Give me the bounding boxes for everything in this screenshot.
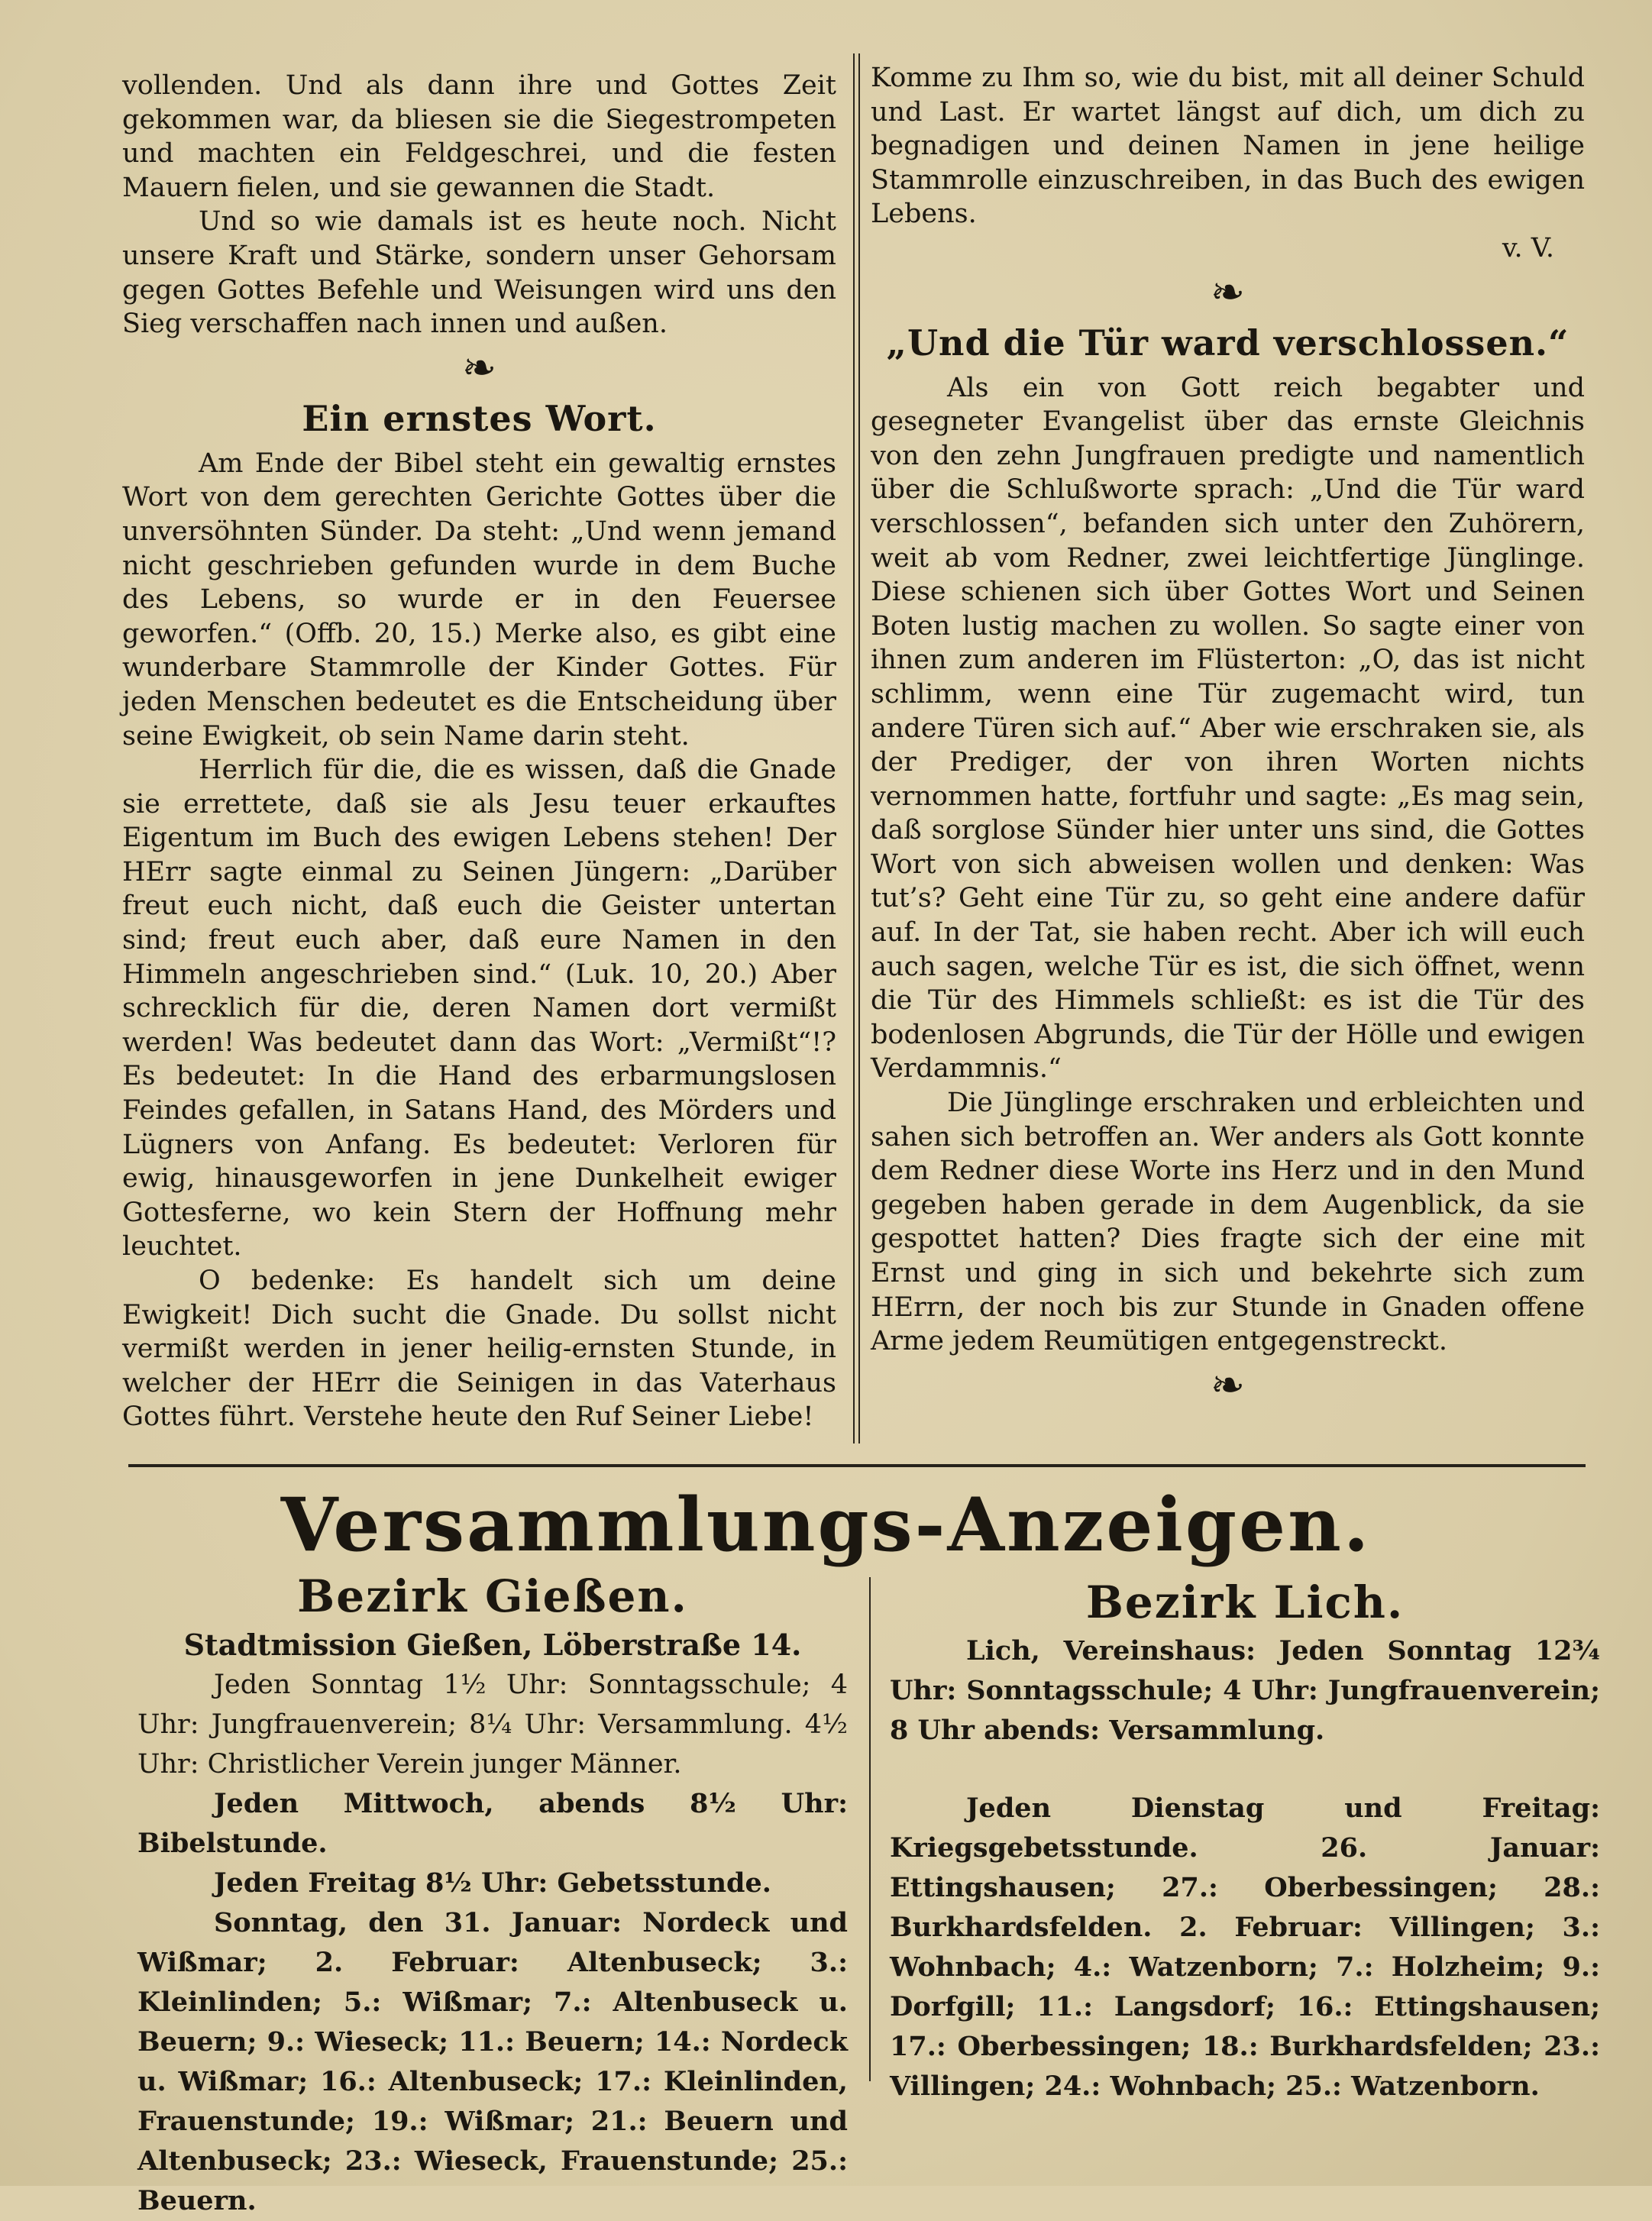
paragraph: Als ein von Gott reich begabter und gesegneter Evangelist über das ernste Gleichnis von den zehn Jungfrauen predigte und namentlich über die Schlußworte sprach: „Und die Tür ward verschlossen“, befanden sich unter den Zuhörern, weit ab vom Redner, zwei leichtfertige Jünglinge. Diese schienen sich über Gottes Wort und Seinen Boten lustig machen zu wollen. So sagte einer von ihnen zum anderen im Flüsterton: „O, das ist nicht schlimm, wenn eine Tür zugemacht wird, tun andere Türen sich auf.“ Aber wie erschraken sie, als der Prediger, der von ihren Worten nichts vernommen hatte, fortfuhr und sagte: „Es mag sein, daß sorglose Sünder hier unter uns sind, die Gottes Wort von sich abweisen wollen und denken: Was tut’s? Geht eine Tür zu, so geht eine andere dafür auf. In der Tat, sie haben recht. Aber ich will euch auch sagen, welche Tür es ist, die sich öffnet, wenn die Tür des Himmels schließt: es ist die Tür des bodenlosen Abgrunds, die Tür der Hölle und ewigen Verdammnis.“ (871, 372, 1585, 1085)
schedule-line: Lich, Vereinshaus: Jeden Sonntag 12¾ Uhr: Sonntagsschule; 4 Uhr: Jungfrauenverein; 8 Uhr abends: Versammlung. (890, 1635, 1600, 1746)
column-divider (853, 53, 860, 1443)
district-heading: Bezirk Gießen. (297, 1570, 688, 1622)
announcements-divider (869, 1577, 871, 2081)
paragraph: O bedenke: Es handelt sich um deine Ewigkeit! Dich sucht die Gnade. Du sollst nicht vermißt werden in jener heilig-ernsten Stunde, in welcher der HErr die Seinigen in das Vaterhaus Gottes führt. Verstehe heute den Ruf Seiner Liebe! (122, 1266, 836, 1433)
district-giessen (137, 1567, 848, 2221)
ornament-icon: ❧ (461, 343, 497, 392)
schedule-line: Jeden Freitag 8½ Uhr: Gebetsstunde. (214, 1867, 771, 1899)
schedule-line: Jeden Mittwoch, abends 8½ Uhr: Bibelstunde. (137, 1788, 848, 1859)
ornament-icon: ❧ (1210, 1360, 1246, 1409)
announcements-title: Versammlungs-Anzeigen. (280, 1482, 1372, 1568)
article-heading: Ein ernstes Wort. (302, 397, 657, 439)
left-column (122, 69, 836, 1434)
ornament-icon: ❧ (1210, 267, 1246, 316)
paragraph: Herrlich für die, die es wissen, daß die Gnade sie errettete, daß sie als Jesu teuer erkauftes Eigentum im Buch des ewigen Lebens stehen! Der HErr sagte einmal zu Seinen Jüngern: „Darüber freut euch nicht, daß euch die Geister untertan sind; freut euch aber, daß eure Namen in den Himmeln angeschrieben sind.“ (Luk. 10, 20.) Aber schrecklich für die, deren Namen dort vermißt werden! Was bedeutet dann das Wort: „Vermißt“!? Es bedeutet: In die Hand des erbarmungslosen Feindes gefallen, in Satans Hand, des Mörders und Lügners von Anfang. Es bedeutet: Verloren für ewig, hinausgeworfen in jene Dunkelheit ewiger Gottesferne, wo kein Stern der Hoffnung mehr leuchtet. (122, 755, 836, 1262)
right-column (871, 61, 1585, 1412)
schedule-line: Sonntag, den 31. Januar: Nordeck und Wißmar; 2. Februar: Altenbuseck; 3.: Kleinlinden; 5.: Wißmar; 7.: Altenbuseck u. Beuern; 9.: Wieseck; 11.: Beuern; 14.: Nordeck u. Wißmar; 16.: Altenbuseck; 17.: Kleinlinden, Frauenstunde; 19.: Wißmar; 21.: Beuern und Altenbuseck; 23.: Wieseck, Frauenstunde; 25.: Beuern. (137, 1907, 848, 2216)
paragraph: Am Ende der Bibel steht ein gewaltig ernstes Wort von dem gerechten Gerichte Gottes über die unversöhnten Sünder. Da steht: „Und wenn jemand nicht geschrieben gefunden wurde in dem Buche des Lebens, so wurde er in den Feuersee geworfen.“ (Offb. 20, 15.) Merke also, es gibt eine wunderbare Stammrolle der Kinder Gottes. Für jeden Menschen bedeutet es die Entscheidung über seine Ewigkeit, ob sein Name darin steht. (122, 448, 836, 752)
paragraph: vollenden. Und als dann ihre und Gottes Zeit gekommen war, da bliesen sie die Siegestrompeten und machten ein Feldgeschrei, und die festen Mauern fielen, und sie gewannen die Stadt. (122, 70, 836, 203)
venue-heading: Stadtmission Gießen, Löberstraße 14. (183, 1628, 802, 1662)
signature: v. V. (1502, 232, 1554, 263)
paragraph: Komme zu Ihm so, wie du bist, mit all deiner Schuld und Last. Er wartet längst auf dich, um dich zu begnadigen und deinen Namen in jene heilige Stammrolle einzuschreiben, in das Buch des ewigen Lebens. (871, 63, 1585, 230)
article-heading: „Und die Tür ward verschlossen.“ (886, 322, 1570, 364)
district-lich (890, 1573, 1600, 2106)
paragraph: Die Jünglinge erschraken und erbleichten und sahen sich betroffen an. Wer anders als Gott konnte dem Redner diese Worte ins Herz und in den Mund gegeben haben gerade in dem Augenblick, da sie gespottet hatten? Dies fragte sich der eine mit Ernst und ging in sich und bekehrte sich zum HErrn, der noch bis zur Stunde in Gnaden offene Arme jedem Reumütigen entgegenstreckt. (871, 1088, 1585, 1357)
paragraph: Und so wie damals ist es heute noch. Nicht unsere Kraft und Stärke, sondern unser Gehorsam gegen Gottes Befehle und Weisungen wird uns den Sieg verschaffen nach innen und außen. (122, 206, 836, 340)
schedule-line: Jeden Sonntag 1½ Uhr: Sonntagsschule; 4 Uhr: Jungfrauenverein; 8¼ Uhr: Versammlung. 4½ Uhr: Christlicher Verein junger Männer. (137, 1670, 848, 1780)
district-heading: Bezirk Lich. (1085, 1576, 1405, 1628)
spacer (890, 1751, 1600, 1789)
section-rule (128, 1464, 1586, 1467)
schedule-line: Jeden Dienstag und Freitag: Kriegsgebetsstunde. 26. Januar: Ettingshausen; 27.: Oberbessingen; 28.: Burkhardsfelden. 2. Februar: Villingen; 3.: Wohnbach; 4.: Watzenborn; 7.: Holzheim; 9.: Dorfgill; 11.: Langsdorf; 16.: Ettingshausen; 17.: Oberbessingen; 18.: Burkhardsfelden; 23.: Villingen; 24.: Wohnbach; 25.: Watzenborn. (890, 1793, 1600, 2102)
